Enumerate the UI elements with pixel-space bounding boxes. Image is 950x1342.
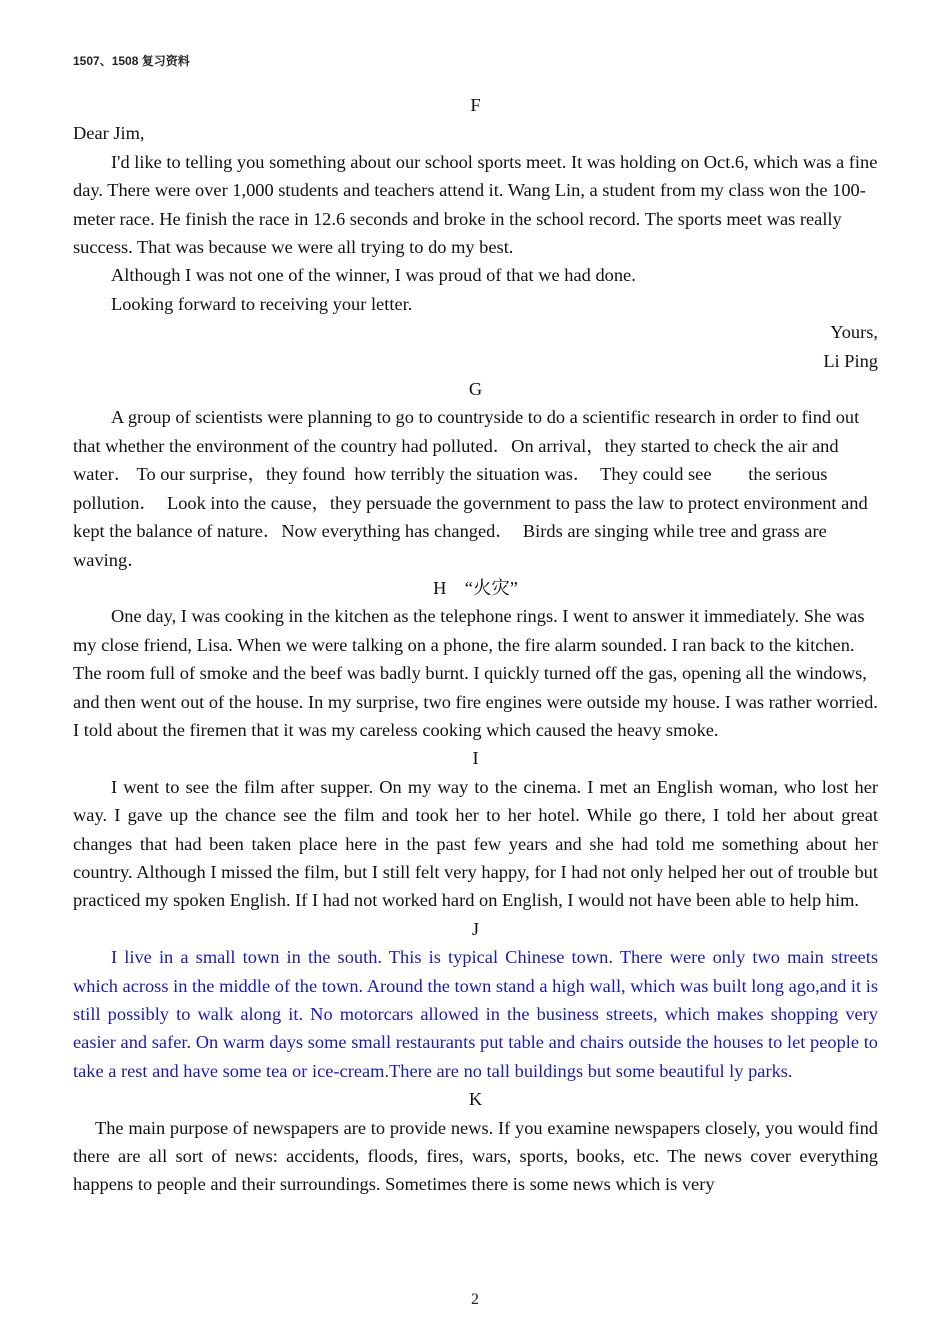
section-heading-i: I (472, 748, 479, 769)
paragraph-f-3: Looking forward to receiving your letter. (111, 293, 413, 314)
section-heading-g: G (468, 379, 483, 400)
section-heading-f: F (470, 95, 481, 115)
section-heading-k: K (468, 1089, 483, 1110)
page-number: 2 (471, 1291, 479, 1308)
paragraph-g-1: A group of scientists were planning to go to countryside to do a scientific research in order to find out that whether the environment of the country had polluted．On arrival，they started to check the air and water． To our surprise，they found how terribly the situation was． They could see the serious pollution． Look into the cause，they persuade the government to pass the law to protect environment and kept the balance of nature．Now everything has changed． Birds are singing while tree and grass are waving． (73, 407, 873, 570)
paragraph-i-1: I went to see the film after supper. On my way to the cinema. I met an English woman, who lost her way. I gave up the chance see the film and took her to her hotel. While go there, I told her about great changes that had been taken place here in the past few years and she had told me something about her country. Although I missed the film, but I still felt very happy, for I had not only helped her out of trouble but practiced my spoken English. If I had not worked hard on English, I would not have been able to help him. (73, 776, 878, 911)
paragraph-h-1: One day, I was cooking in the kitchen as the telephone rings. I went to answer it immediately. She was my close friend, Lisa. When we were talking on a phone, the fire alarm sounded. I ran back to the kitchen. The room full of smoke and the beef was badly burnt. I quickly turned off the gas, opening all the windows, and then went out of the house. In my surprise, two fire engines were outside my house. I was rather worried. I told about the firemen that it was my careless cooking which caused the heavy smoke. (73, 606, 878, 740)
letter-signature: Li Ping (823, 350, 878, 371)
paragraph-k-1: The main purpose of newspapers are to provide news. If you examine newspapers closely, you would find there are all sort of news: accidents, floods, fires, wars, sports, books, etc. The news cover everything happens to people and their surroundings. Sometimes there is some news which is very (73, 1117, 878, 1195)
section-heading-h: H “火灾” (433, 577, 518, 598)
paragraph-f-1: I'd like to telling you something about our school sports meet. It was holding on Oct.6, which was a fine day. There were over 1,000 students and teachers attend it. Wang Lin, a student from my class won the 100-meter race. He finish the race in 12.6 seconds and broke in the school record. The sports meet was really success. That was because we were all trying to do my best. (73, 151, 878, 258)
letter-salutation: Dear Jim, (73, 123, 145, 144)
document-body (73, 91, 878, 1199)
letter-closing: Yours, (830, 322, 878, 343)
section-heading-j: J (471, 918, 480, 939)
page-header: 1507、1508 复习资料 (73, 54, 190, 68)
paragraph-f-2: Although I was not one of the winner, I was proud of that we had done. (111, 265, 636, 286)
paragraph-j-1: I live in a small town in the south. This is typical Chinese town. There were only two main streets which across in the middle of the town. Around the town stand a high wall, which was built long ago,and it is still possibly to walk along it. No motorcars allowed in the business streets, which makes shopping very easier and safer. On warm days some small restaurants put table and chairs outside the houses to let people to take a rest and have some tea or ice-cream.There are no tall buildings but some beautiful ly parks. (73, 947, 878, 1081)
